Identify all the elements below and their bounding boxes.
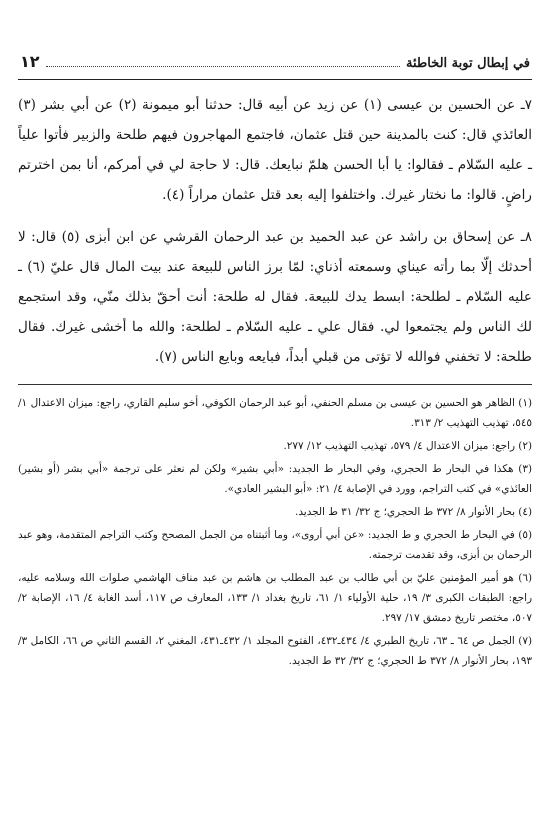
footnote-divider bbox=[18, 384, 532, 385]
header-dotted-leader bbox=[46, 58, 400, 67]
footnote-5: (٥) في البحار ط الحجري و ط الجديد: «عن أبي أروى»، وما أثبتناه من الجمل المصحح وكتب التراجم المتقدمة، وهو عبد الرحمان بن أبزى، وقد تقدمت ترجمته. bbox=[18, 529, 532, 561]
footnote-7: (٧) الجمل ص ٦٤ ـ ٦٣، تاريخ الطبري ٤/ ٤٣٤ـ٤٣٢، الفتوح المجلد ١/ ٤٣٢ـ٤٣١، المغني ٢، القسم الثاني ص ٦٦، الكامل ٣/ ١٩٣، بحار الأنوار ٨/ ٣٧٢ ط الحجري؛ ج ٣٢/ ٣٢ ط الجديد. bbox=[18, 635, 533, 667]
book-page bbox=[18, 52, 532, 812]
narration-paragraph-7: ٧ـ عن الحسين بن عيسى (١) عن زيد عن أبيه قال: حدثنا أبو ميمونة (٢) عن أبي بشر (٣) العائذي قال: كنت بالمدينة حين قتل عثمان، فاجتمع المهاجرون فيهم طلحة والزبير فأتوا علياً ـ عليه السّلام ـ فقالوا: يا أبا الحسن هلمّ نبايعك. قال: لا حاجة لي في أمركم، أنا بمن اخترتم راضٍ. قالوا: ما نختار غيرك. واختلفوا إليه بعد قتل عثمان مراراً (٤). bbox=[18, 97, 532, 203]
running-header bbox=[18, 52, 532, 80]
footnote-3: (٣) هكذا في البحار ط الحجري، وفي البحار ط الجديد: «أبي بشير» ولكن لم نعثر على ترجمة «أبي بشر (أو بشير) العائذي» في كتب التراجم، وورد في الإصابة ٤/ ٢١: «أبو البشير العادي». bbox=[18, 463, 532, 495]
footnote-4: (٤) بحار الأنوار ٨/ ٣٧٢ ط الحجري؛ ج ٣٢/ ٣١ ط الجديد. bbox=[295, 506, 532, 518]
footnote-6: (٦) هو أمير المؤمنين عليّ بن أبي طالب بن عبد المطلب بن هاشم بن عبد مناف الهاشمي صلوات الله وسلامه عليه، راجع: الطبقات الكبرى ٣/ ١٩، حلية الأولياء ١/ ٦١، تاريخ بغداد ١/ ١٣٣، المعارف ص ١١٧، أسد الغابة ٤/ ١٦، الإصابة ٢/ ٥٠٧، مختصر تاريخ دمشق ١٧/ ٢٩٧. bbox=[18, 572, 532, 624]
footnote-2: (٢) راجع: ميزان الاعتدال ٤/ ٥٧٩، تهذيب التهذيب ١٢/ ٢٧٧. bbox=[283, 440, 532, 452]
footnotes-section bbox=[18, 393, 532, 671]
narration-paragraph-8: ٨ـ عن إسحاق بن راشد عن عبد الحميد بن عبد الرحمان القرشي عن ابن أبزى (٥) قال: لا أحدثك إلّا بما رأته عيناي وسمعته أذناي: لمّا برز الناس للبيعة عند بيت المال قال عليّ (٦) ـ عليه السّلام ـ لطلحة: ابسط يدك للبيعة. فقال له طلحة: أنت أحقّ بذلك منّي، وقد استجمع لك الناس ولم يجتمعوا لي. فقال علي ـ عليه السّلام ـ لطلحة: والله ما أخشى غيرك. فقال طلحة: لا تخفني فوالله لا تؤتى من قبلي أبداً، فبايعه وبايع الناس (٧). bbox=[18, 229, 532, 365]
page-number: ١٢ bbox=[20, 52, 40, 71]
running-title: في إبطال توبة الخاطئة bbox=[405, 56, 530, 71]
footnote-1: (١) الظاهر هو الحسين بن عيسى بن مسلم الحنفي، أبو عبد الرحمان الكوفي، أخو سليم القاري، راجع: ميزان الاعتدال ١/ ٥٤٥، تهذيب التهذيب ٢/ ٣١٣. bbox=[18, 397, 532, 429]
main-text bbox=[18, 90, 532, 372]
